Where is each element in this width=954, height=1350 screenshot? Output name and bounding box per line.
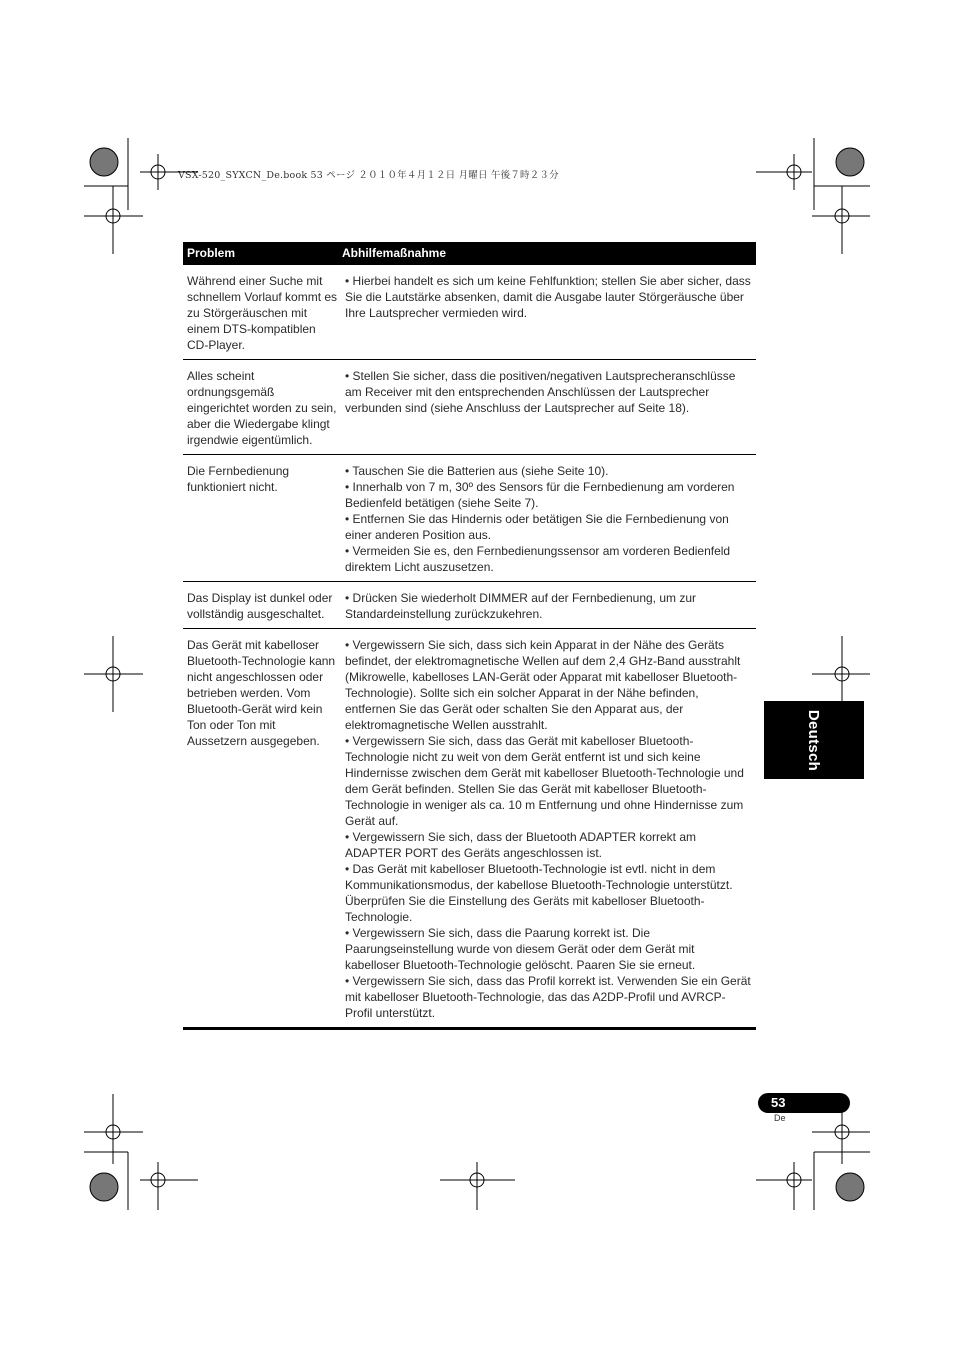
page-number: 53 xyxy=(758,1093,850,1113)
problem-cell: Während einer Suche mit schnellem Vorlauf kommt es zu Störgeräuschen mit einem DTS-kompatiblen CD-Player. xyxy=(187,274,338,352)
table-header xyxy=(183,242,756,265)
remedy-cell xyxy=(342,455,756,581)
remedy-item: • Vergewissern Sie sich, dass sich kein Apparat in der Nähe des Geräts befindet, der elektromagnetische Wellen auf dem 2,4 GHz-Band ausstrahlt (Mikrowelle, kabelloses LAN-Gerät oder Apparat mit kabelloser Bluetooth-Technologie). Sollte sich ein solcher Apparat in der Nähe befinden, entfernen Sie das Gerät oder schalten Sie den Apparat aus, der elektromagnetische Wellen ausstrahlt. xyxy=(345,638,741,732)
table-row xyxy=(183,629,756,1030)
table-row xyxy=(183,455,756,582)
remedy-item: • Stellen Sie sicher, dass die positiven/negativen Lautsprecheranschlüsse am Receiver mit den entsprechenden Anschlüssen der Lautsprecher verbunden sind (siehe Anschluss der Lautsprecher auf Seite 18). xyxy=(345,369,736,415)
remedy-item: • Vergewissern Sie sich, dass die Paarung korrekt ist. Die Paarungseinstellung wurde von diesem Gerät oder dem Gerät mit kabelloser Bluetooth-Technologie gelöscht. Paaren Sie sie erneut. xyxy=(345,926,696,972)
problem-cell: Das Display ist dunkel oder vollständig ausgeschaltet. xyxy=(187,591,333,621)
language-tab-label: Deutsch xyxy=(805,709,823,771)
remedy-item: • Hierbei handelt es sich um keine Fehlfunktion; stellen Sie aber sicher, dass Sie die Lautstärke absenken, damit die Ausgabe lauter Störgeräusche über Ihre Lautsprecher vermieden wird. xyxy=(345,274,751,320)
remedy-item: • Vergewissern Sie sich, dass das Gerät mit kabelloser Bluetooth-Technologie nicht zu weit von dem Gerät entfernt ist und sich keine Hindernisse zwischen dem Gerät mit kabelloser Bluetooth-Technologie und dem Gerät befinden. Stellen Sie das Gerät mit kabelloser Bluetooth-Technologie in weniger als ca. 10 m Entfernung und ohne Hindernisse zum Gerät auf. xyxy=(345,734,744,828)
remedy-item: • Drücken Sie wiederholt DIMMER auf der Fernbedienung, um zur Standardeinstellung zurückzukehren. xyxy=(345,591,697,621)
column-header-remedy: Abhilfemaßnahme xyxy=(342,246,447,260)
remedy-item: • Das Gerät mit kabelloser Bluetooth-Technologie ist evtl. nicht in dem Kommunikationsmodus, der kabellose Bluetooth-Technologie unterstützt. Überprüfen Sie die Einstellung des Geräts mit kabelloser Bluetooth-Technologie. xyxy=(345,862,733,924)
remedy-cell xyxy=(342,360,756,454)
page-language-code: De xyxy=(774,1113,786,1123)
remedy-item: • Vergewissern Sie sich, dass das Profil korrekt ist. Verwenden Sie ein Gerät mit kabelloser Bluetooth-Technologie, das das A2DP-Profil und AVRCP-Profil unterstützt. xyxy=(345,974,751,1020)
remedy-cell xyxy=(342,629,756,1027)
remedy-item: • Entfernen Sie das Hindernis oder betätigen Sie die Fernbedienung von einer anderen Position aus. xyxy=(345,512,729,542)
remedy-cell xyxy=(342,265,756,359)
column-header-problem: Problem xyxy=(187,246,236,260)
table-row xyxy=(183,360,756,455)
file-header-line: VSX-520_SYXCN_De.book 53 ページ ２０１０年４月１２日 月曜日 午後７時２３分 xyxy=(178,170,559,181)
remedy-item: • Innerhalb von 7 m, 30º des Sensors für die Fernbedienung am vorderen Bedienfeld betätigen (siehe Seite 7). xyxy=(345,480,735,510)
problem-cell: Alles scheint ordnungsgemäß eingerichtet worden zu sein, aber die Wiedergabe klingt irgendwie eigentümlich. xyxy=(187,369,337,447)
language-side-tab xyxy=(764,701,864,779)
remedy-item: • Tauschen Sie die Batterien aus (siehe Seite 10). xyxy=(345,464,609,478)
troubleshooting-table xyxy=(183,242,756,1030)
table-row xyxy=(183,265,756,360)
problem-cell: Die Fernbedienung funktioniert nicht. xyxy=(187,464,290,494)
remedy-cell xyxy=(342,582,756,628)
table-row xyxy=(183,582,756,629)
remedy-item: • Vergewissern Sie sich, dass der Bluetooth ADAPTER korrekt am ADAPTER PORT des Geräts angeschlossen ist. xyxy=(345,830,697,860)
problem-cell: Das Gerät mit kabelloser Bluetooth-Technologie kann nicht angeschlossen oder betrieben werden. Vom Bluetooth-Gerät wird kein Ton oder Ton mit Aussetzern ausgegeben. xyxy=(187,638,336,748)
remedy-item: • Vermeiden Sie es, den Fernbedienungssensor am vorderen Bedienfeld direktem Licht auszusetzen. xyxy=(345,544,731,574)
